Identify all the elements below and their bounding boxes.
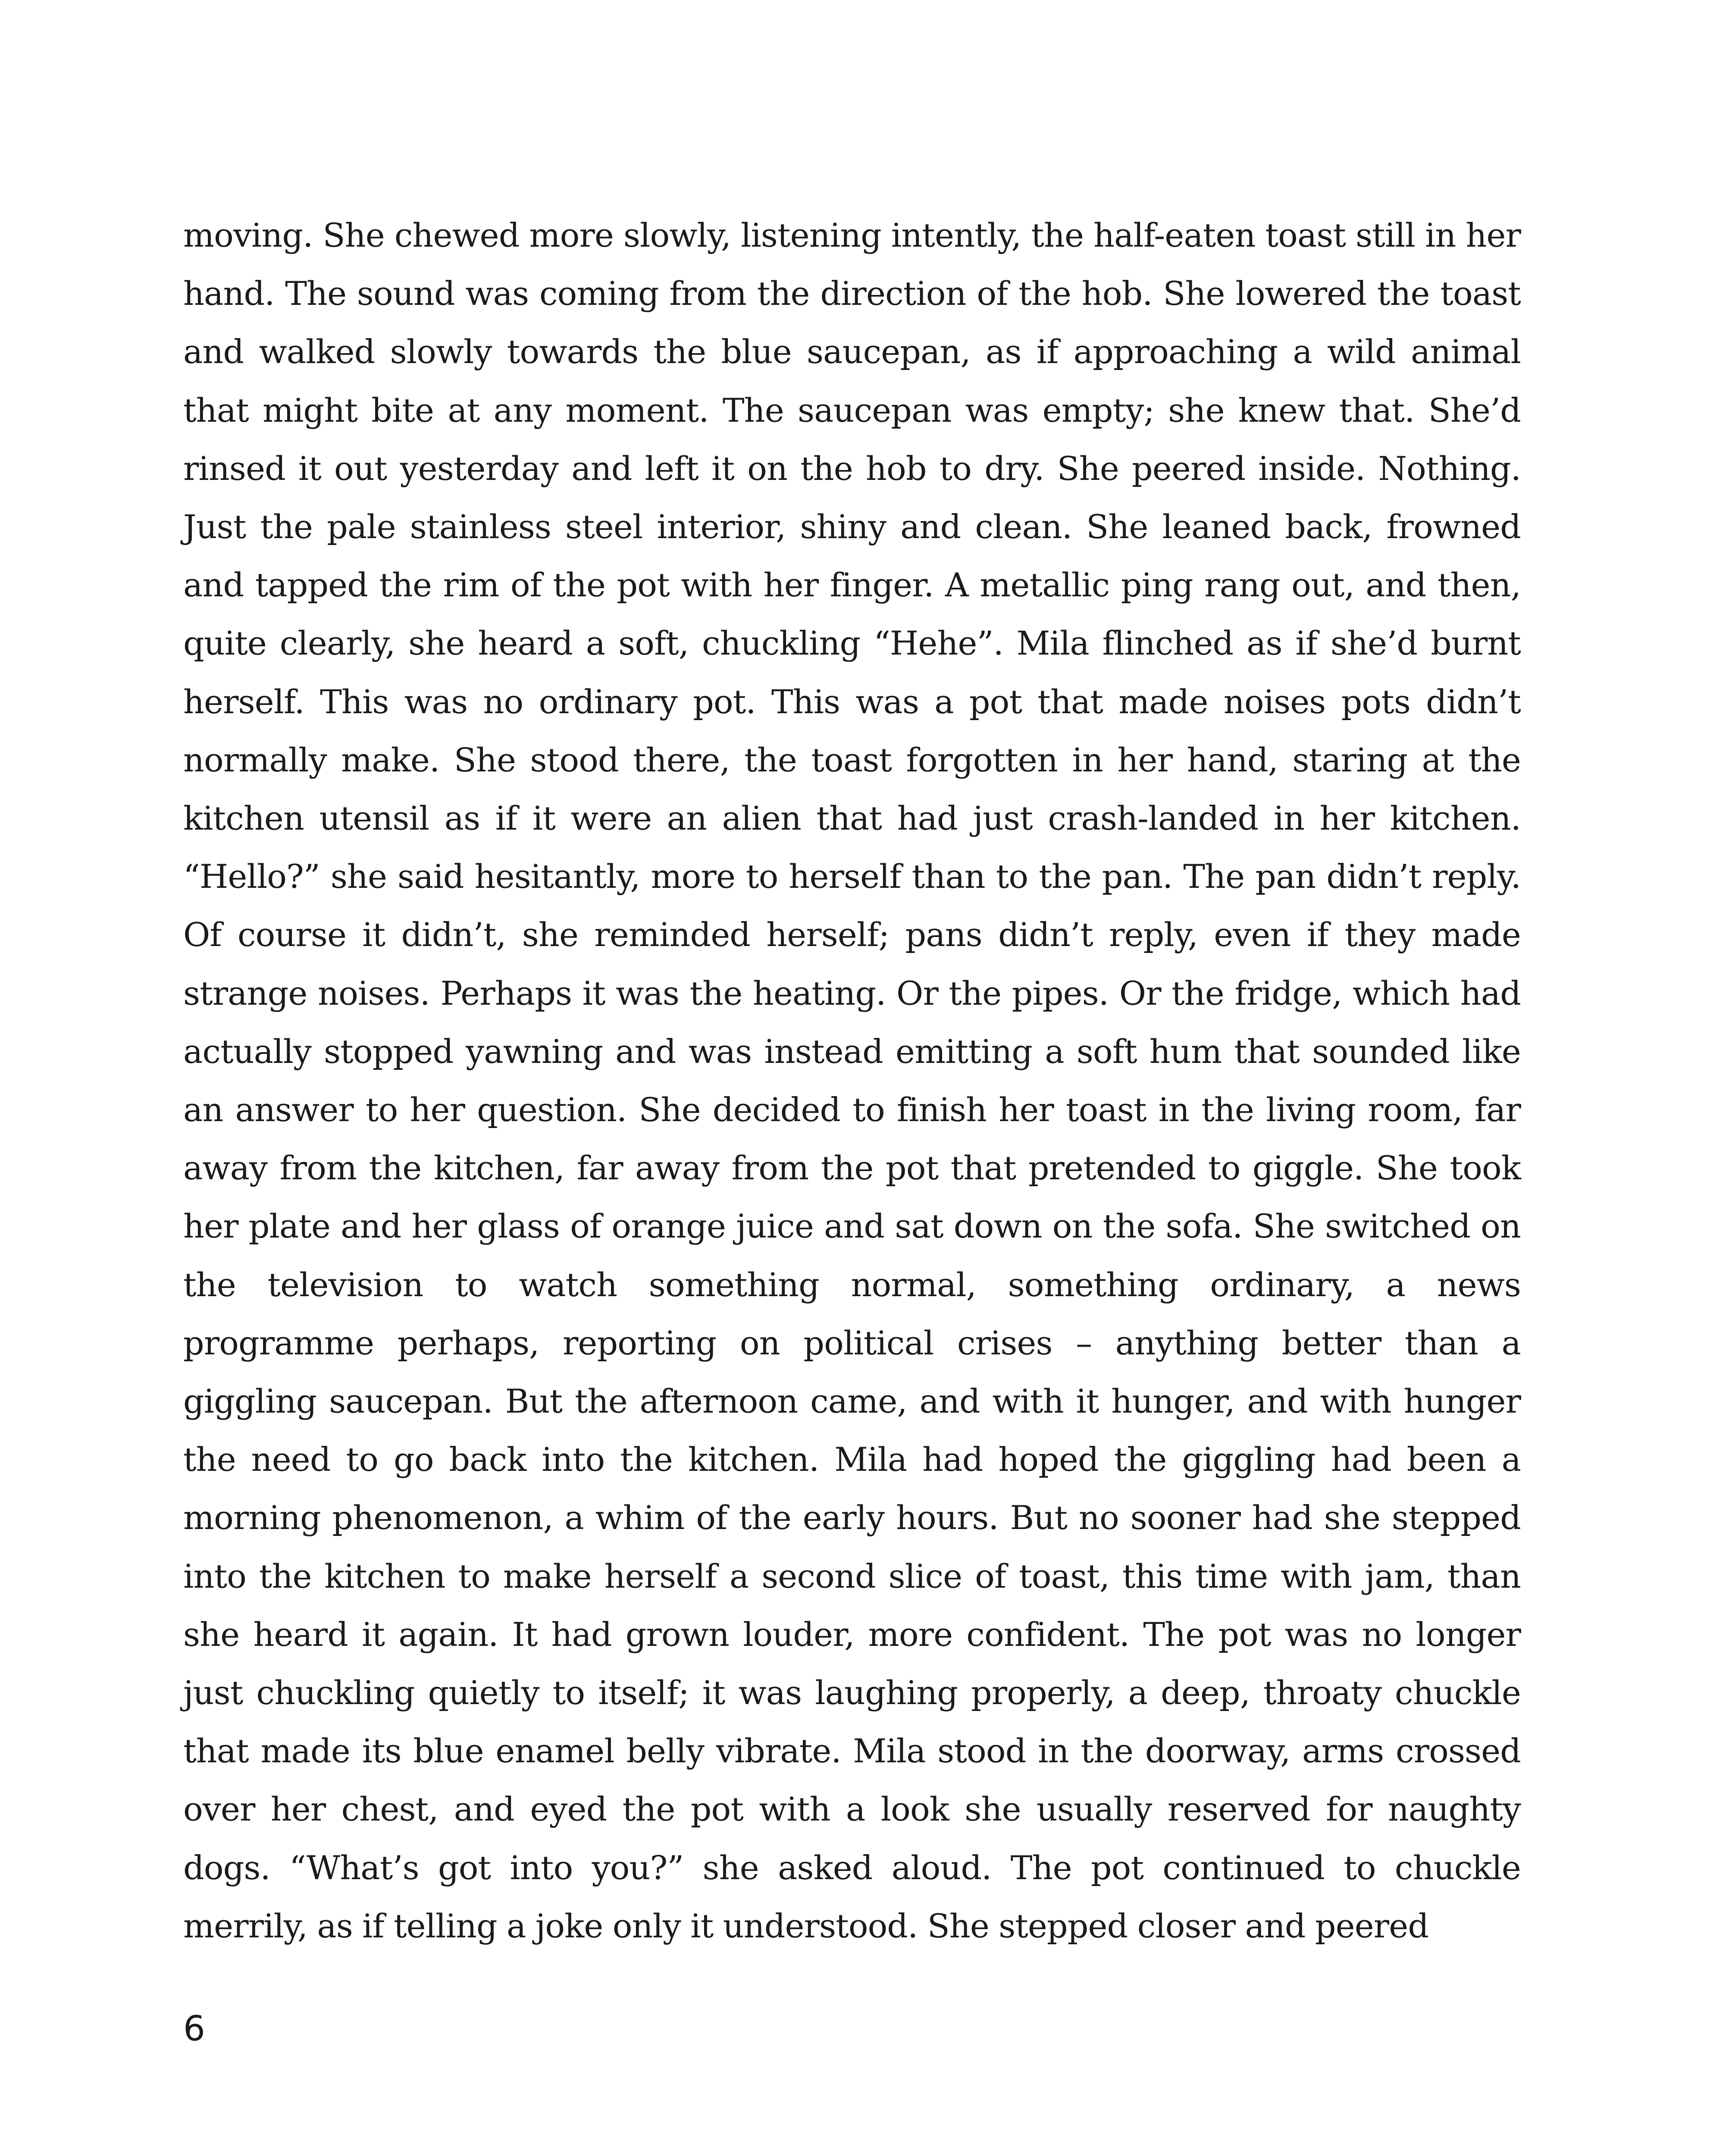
body-paragraph: moving. She chewed more slowly, listening intently, the half-eaten toast still in her hand. The sound was coming from the direction of the hob. She lowered the toast and walked slowly towards the blue saucepan, as if approaching a wild animal that might bite at any moment. The saucepan was empty; she knew that. She’d rinsed it out yesterday and left it on the hob to dry. She peered inside. Nothing. Just the pale stainless steel interior, shiny and clean. She leaned back, frowned and tapped the rim of the pot with her finger. A metallic ping rang out, and then, quite clearly, she heard a soft, chuckling “Hehe”. Mila flinched as if she’d burnt herself. This was no ordinary pot. This was a pot that made noises pots didn’t normally make. She stood there, the toast forgotten in her hand, staring at the kitchen utensil as if it were an alien that had just crash-landed in her kitchen. “Hello?” she said hesitantly, more to herself than to the pan. The pan didn’t reply. Of course it didn’t, she reminded herself; pans didn’t reply, even if they made strange noises. Perhaps it was the heating. Or the pipes. Or the fridge, which had actually stopped yawning and was instead emitting a soft hum that sounded like an answer to her question. She decided to finish her toast in the living room, far away from the kitchen, far away from the pot that pretended to giggle. She took her plate and her glass of orange juice and sat down on the sofa. She switched on the television to watch something normal, something ordinary, a news programme perhaps, reporting on political crises – anything better than a giggling saucepan. But the afternoon came, and with it hunger, and with hunger the need to go back into the kitchen. Mila had hoped the giggling had been a morning phenomenon, a whim of the early hours. But no sooner had she stepped into the kitchen to make herself a second slice of toast, this time with jam, than she heard it again. It had grown louder, more confident. The pot was no longer just chuckling quietly to itself; it was laughing properly, a deep, throaty chuckle that made its blue enamel belly vibrate. Mila stood in the doorway, arms crossed over her chest, and eyed the pot with a look she usually reserved for naughty dogs. “What’s got into you?” she asked aloud. The pot continued to chuckle merrily, as if telling a joke only it understood. She stepped closer and peered bbox=[183, 216, 1521, 1945]
page-number: 6 bbox=[183, 2009, 205, 2049]
